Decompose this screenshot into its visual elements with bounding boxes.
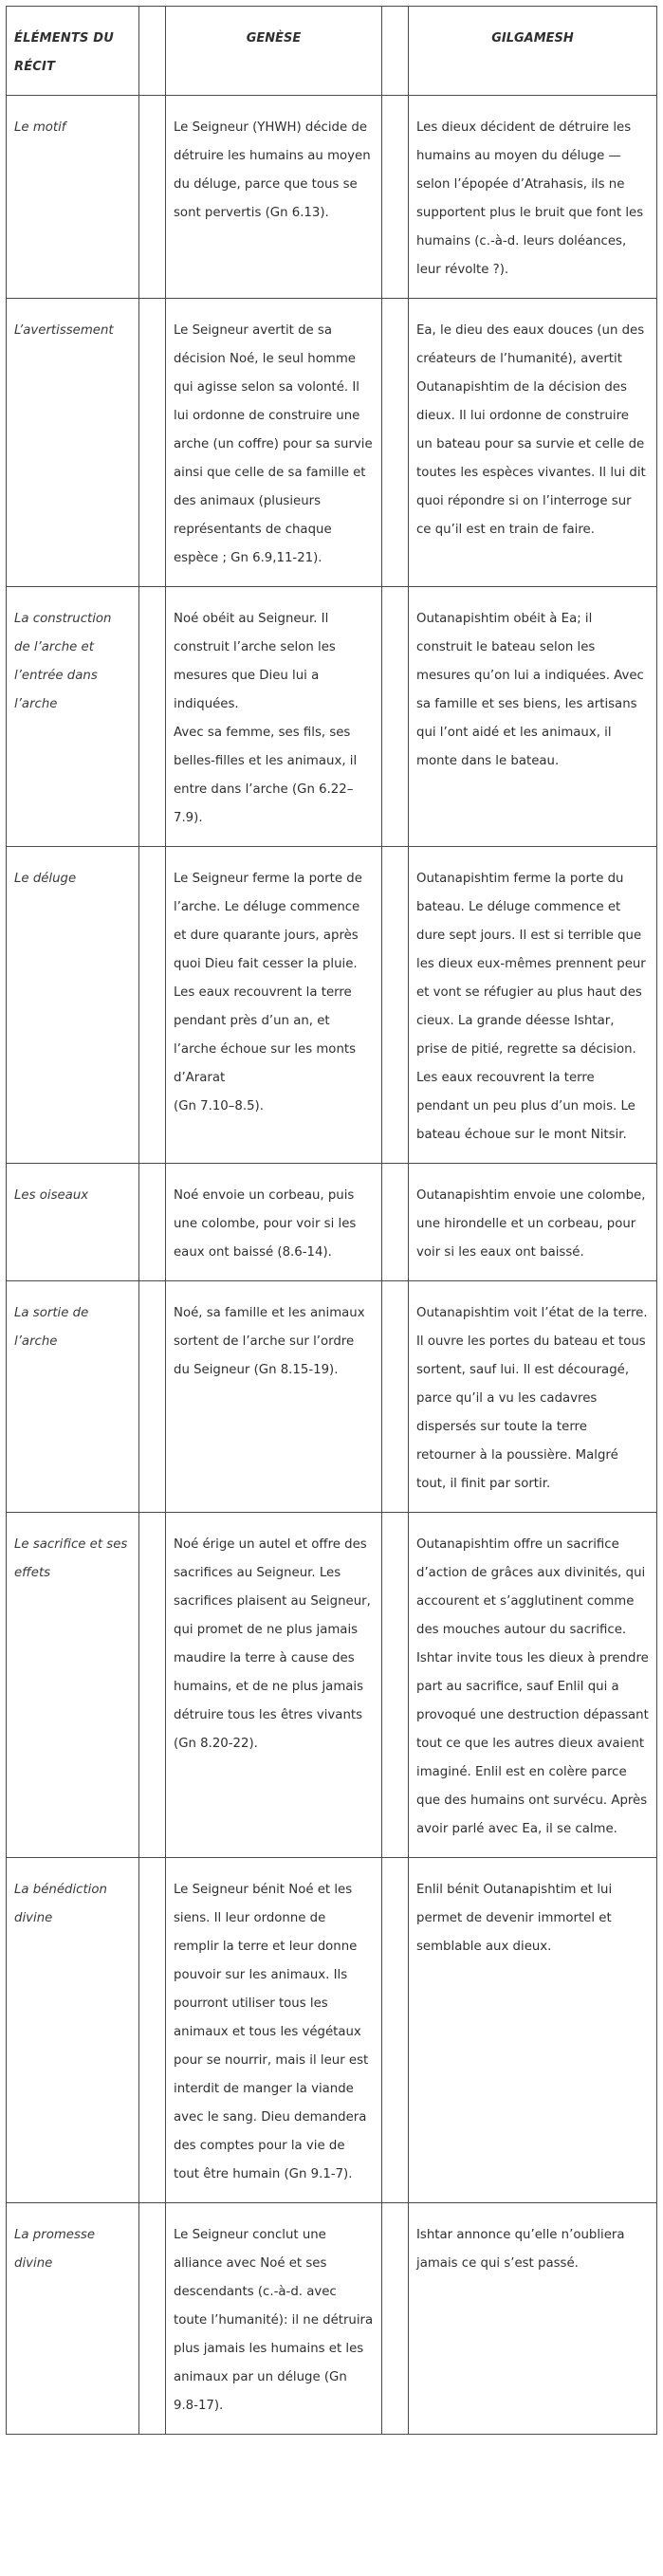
spacer-cell [139, 299, 166, 587]
genese-text: Noé envoie un corbeau, puis une colombe, pour voir si les eaux ont baissé (8.6-14). [166, 1164, 382, 1281]
spacer-cell [382, 1513, 409, 1858]
row-label: La sortie de l’arche [7, 1281, 139, 1513]
gilgamesh-text: Ea, le dieu des eaux douces (un des créateurs de l’humanité), avertit Outanapishtim de la décision des dieux. Il lui ordonne de construire un bateau pour sa survie et celle de toutes les espèces vivantes. Il lui dit quoi répondre si on l’interroge sur ce qu’il est en train de faire. [409, 299, 657, 587]
genese-text: Le Seigneur bénit Noé et les siens. Il leur ordonne de remplir la terre et leur donne pouvoir sur les animaux. Ils pourront utiliser tous les animaux et tous les végétaux pour se nourrir, mais il leur est interdit de manger la viande avec le sang. Dieu demandera des comptes pour la vie de tout être humain (Gn 9.1-7). [166, 1858, 382, 2203]
comparison-table [6, 6, 657, 2435]
table-row [7, 1164, 657, 1281]
header-genese: GENÈSE [166, 7, 382, 96]
spacer-cell [382, 1164, 409, 1281]
row-label: La promesse divine [7, 2203, 139, 2435]
gilgamesh-text: Les dieux décident de détruire les humains au moyen du déluge — selon l’épopée d’Atrahasis, ils ne supportent plus le bruit que font les humains (c.-à-d. leurs doléances, leur révolte ?). [409, 96, 657, 299]
spacer-cell [382, 2203, 409, 2435]
spacer-cell [382, 96, 409, 299]
table-row [7, 587, 657, 847]
row-label: La bénédiction divine [7, 1858, 139, 2203]
header-row [7, 7, 657, 96]
spacer-cell [139, 1164, 166, 1281]
table-row [7, 2203, 657, 2435]
spacer-cell [382, 847, 409, 1164]
genese-text: Noé obéit au Seigneur. Il construit l’arche selon les mesures que Dieu lui a indiquées. Avec sa femme, ses fils, ses belles-filles et les animaux, il entre dans l’arche (Gn 6.22–7.9). [166, 587, 382, 847]
spacer-cell [139, 1513, 166, 1858]
spacer-cell [382, 1858, 409, 2203]
genese-text: Noé érige un autel et offre des sacrifices au Seigneur. Les sacrifices plaisent au Seigneur, qui promet de ne plus jamais maudire la terre à cause des humains, et de ne plus jamais détruire tous les êtres vivants (Gn 8.20-22). [166, 1513, 382, 1858]
row-label: La construction de l’arche et l’entrée dans l’arche [7, 587, 139, 847]
header-gilgamesh: GILGAMESH [409, 7, 657, 96]
spacer-cell [139, 1281, 166, 1513]
gilgamesh-text: Outanapishtim obéit à Ea; il construit le bateau selon les mesures qu’on lui a indiquées. Avec sa famille et ses biens, les artisans qui l’ont aidé et les animaux, il monte dans le bateau. [409, 587, 657, 847]
row-label: Le sacrifice et ses effets [7, 1513, 139, 1858]
gilgamesh-text: Outanapishtim voit l’état de la terre. Il ouvre les portes du bateau et tous sortent, sauf lui. Il est découragé, parce qu’il a vu les cadavres dispersés sur toute la terre retourner à la poussière. Malgré tout, il finit par sortir. [409, 1281, 657, 1513]
table-row [7, 1513, 657, 1858]
spacer-cell [139, 847, 166, 1164]
gilgamesh-text: Outanapishtim envoie une colombe, une hirondelle et un corbeau, pour voir si les eaux ont baissé. [409, 1164, 657, 1281]
table-row [7, 299, 657, 587]
genese-text: Noé, sa famille et les animaux sortent de l’arche sur l’ordre du Seigneur (Gn 8.15-19). [166, 1281, 382, 1513]
gilgamesh-text: Ishtar annonce qu’elle n’oubliera jamais ce qui s’est passé. [409, 2203, 657, 2435]
gilgamesh-text: Enlil bénit Outanapishtim et lui permet de devenir immortel et semblable aux dieux. [409, 1858, 657, 2203]
header-elements: ÉLÉMENTS DU RÉCIT [7, 7, 139, 96]
spacer-cell [382, 7, 409, 96]
spacer-cell [139, 7, 166, 96]
table-row [7, 96, 657, 299]
spacer-cell [382, 299, 409, 587]
genese-text: Le Seigneur conclut une alliance avec Noé et ses descendants (c.-à-d. avec toute l’humanité): il ne détruira plus jamais les humains et les animaux par un déluge (Gn 9.8-17). [166, 2203, 382, 2435]
row-label: L’avertissement [7, 299, 139, 587]
genese-text: Le Seigneur ferme la porte de l’arche. Le déluge commence et dure quarante jours, après quoi Dieu fait cesser la pluie. Les eaux recouvrent la terre pendant près d’un an, et l’arche échoue sur les monts d’Ararat (Gn 7.10–8.5). [166, 847, 382, 1164]
genese-text: Le Seigneur (YHWH) décide de détruire les humains au moyen du déluge, parce que tous se sont pervertis (Gn 6.13). [166, 96, 382, 299]
gilgamesh-text: Outanapishtim offre un sacrifice d’action de grâces aux divinités, qui accourent et s’agglutinent comme des mouches autour du sacrifice. Ishtar invite tous les dieux à prendre part au sacrifice, sauf Enlil qui a provoqué une destruction dépassant tout ce que les autres dieux avaient imaginé. Enlil est en colère parce que des humains ont survécu. Après avoir parlé avec Ea, il se calme. [409, 1513, 657, 1858]
genese-text: Le Seigneur avertit de sa décision Noé, le seul homme qui agisse selon sa volonté. Il lui ordonne de construire une arche (un coffre) pour sa survie ainsi que celle de sa famille et des animaux (plusieurs représentants de chaque espèce ; Gn 6.9,11-21). [166, 299, 382, 587]
row-label: Les oiseaux [7, 1164, 139, 1281]
spacer-cell [139, 587, 166, 847]
gilgamesh-text: Outanapishtim ferme la porte du bateau. Le déluge commence et dure sept jours. Il est si terrible que les dieux eux-mêmes prennent peur et vont se réfugier au plus haut des cieux. La grande déesse Ishtar, prise de pitié, regrette sa décision. Les eaux recouvrent la terre pendant un peu plus d’un mois. Le bateau échoue sur le mont Nitsir. [409, 847, 657, 1164]
spacer-cell [139, 96, 166, 299]
spacer-cell [382, 587, 409, 847]
spacer-cell [139, 1858, 166, 2203]
spacer-cell [139, 2203, 166, 2435]
table-row [7, 1281, 657, 1513]
row-label: Le déluge [7, 847, 139, 1164]
spacer-cell [382, 1281, 409, 1513]
row-label: Le motif [7, 96, 139, 299]
table-row [7, 1858, 657, 2203]
table-body [7, 96, 657, 2435]
table-row [7, 847, 657, 1164]
